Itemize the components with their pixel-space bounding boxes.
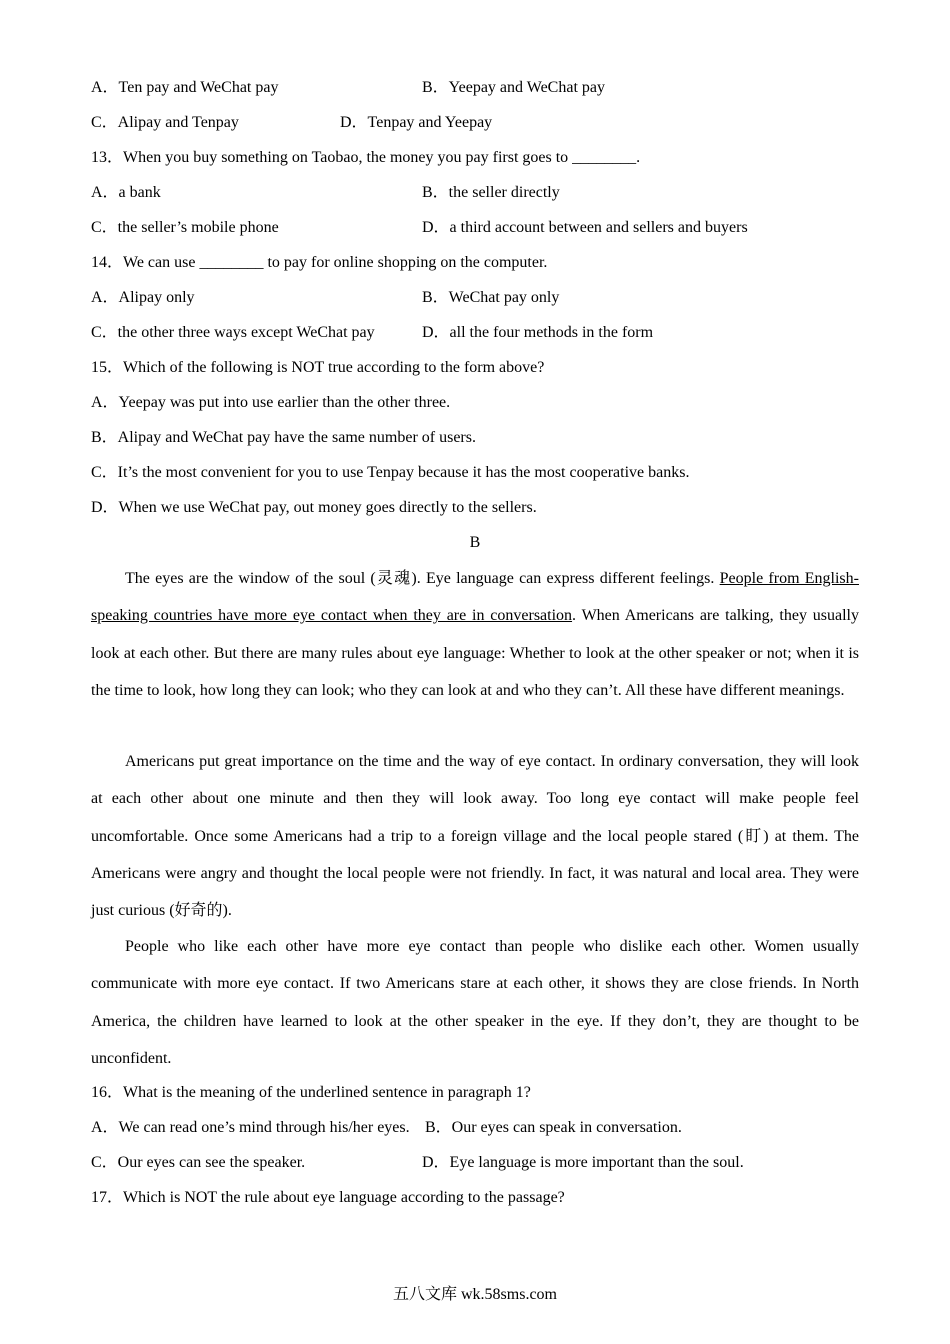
q12-option-b: B．Yeepay and WeChat pay xyxy=(422,79,605,96)
q14-option-c: C．the other three ways except WeChat pay xyxy=(91,324,375,341)
q16-question: 16．What is the meaning of the underlined sentence in paragraph 1? xyxy=(91,1084,531,1101)
q13-option-b: B．the seller directly xyxy=(422,184,560,201)
q16-option-b: B．Our eyes can speak in conversation. xyxy=(425,1119,682,1136)
q17-question: 17．Which is NOT the rule about eye language according to the passage? xyxy=(91,1189,565,1206)
q14-question: 14．We can use ________ to pay for online shopping on the computer. xyxy=(91,254,548,271)
q16-option-d: D．Eye language is more important than the soul. xyxy=(422,1154,744,1171)
q16-option-c: C．Our eyes can see the speaker. xyxy=(91,1154,306,1171)
q15-option-d: D．When we use WeChat pay, out money goes directly to the sellers. xyxy=(91,499,537,516)
q13-question: 13．When you buy something on Taobao, the money you pay first goes to ________. xyxy=(91,149,641,166)
page-footer: 五八文库 wk.58sms.com xyxy=(392,1286,557,1303)
underlined-sentence: People from English-speaking countries have more eye contact when they are in conversation xyxy=(91,570,859,625)
passage-paragraph-1 xyxy=(91,560,859,709)
paragraph-1-end: . When Americans are talking, they usually look at each other. But there are many rules about eye language: Whether to look at the other speaker or not; when it is the time to look, how long they can look; who they can look at and who they can’t. All these have different meanings. xyxy=(91,607,859,699)
q15-option-c: C．It’s the most convenient for you to use Tenpay because it has the most cooperative banks. xyxy=(91,464,690,481)
passage-paragraph-2: Americans put great importance on the time and the way of eye contact. In ordinary conversation, they will look at each other about one minute and then they will look away. Too long eye contact will make people feel uncomfortable. Once some Americans had a trip to a foreign village and the local people stared (盯) at them. The Americans were angry and thought the local people were not friendly. In fact, it was natural and local area. They were just curious (好奇的). xyxy=(91,753,859,920)
section-b-heading: B xyxy=(469,534,481,551)
q14-option-b: B．WeChat pay only xyxy=(422,289,560,306)
q15-option-a: A．Yeepay was put into use earlier than the other three. xyxy=(91,394,451,411)
paragraph-1-start: The eyes are the window of the soul (灵魂). Eye language can express different feelings. xyxy=(125,570,720,587)
q13-option-c: C．the seller’s mobile phone xyxy=(91,219,279,236)
q12-option-c: C．Alipay and Tenpay xyxy=(91,114,239,131)
q12-option-d: D．Tenpay and Yeepay xyxy=(340,114,493,131)
q16-option-a: A．We can read one’s mind through his/her eyes. xyxy=(91,1119,410,1136)
q12-option-a: A．Ten pay and WeChat pay xyxy=(91,79,279,96)
q15-question: 15．Which of the following is NOT true according to the form above? xyxy=(91,359,545,376)
q14-option-a: A．Alipay only xyxy=(91,289,195,306)
q13-option-d: D．a third account between and sellers and buyers xyxy=(422,219,748,236)
q13-option-a: A．a bank xyxy=(91,184,161,201)
q14-option-d: D．all the four methods in the form xyxy=(422,324,654,341)
passage-paragraph-3: People who like each other have more eye contact than people who dislike each other. Women usually communicate with more eye contact. If two Americans stare at each other, it shows they are close friends. In North America, the children have learned to look at the other speaker in the eye. If they don’t, they are thought to be unconfident. xyxy=(91,938,859,1067)
q15-option-b: B．Alipay and WeChat pay have the same number of users. xyxy=(91,429,476,446)
